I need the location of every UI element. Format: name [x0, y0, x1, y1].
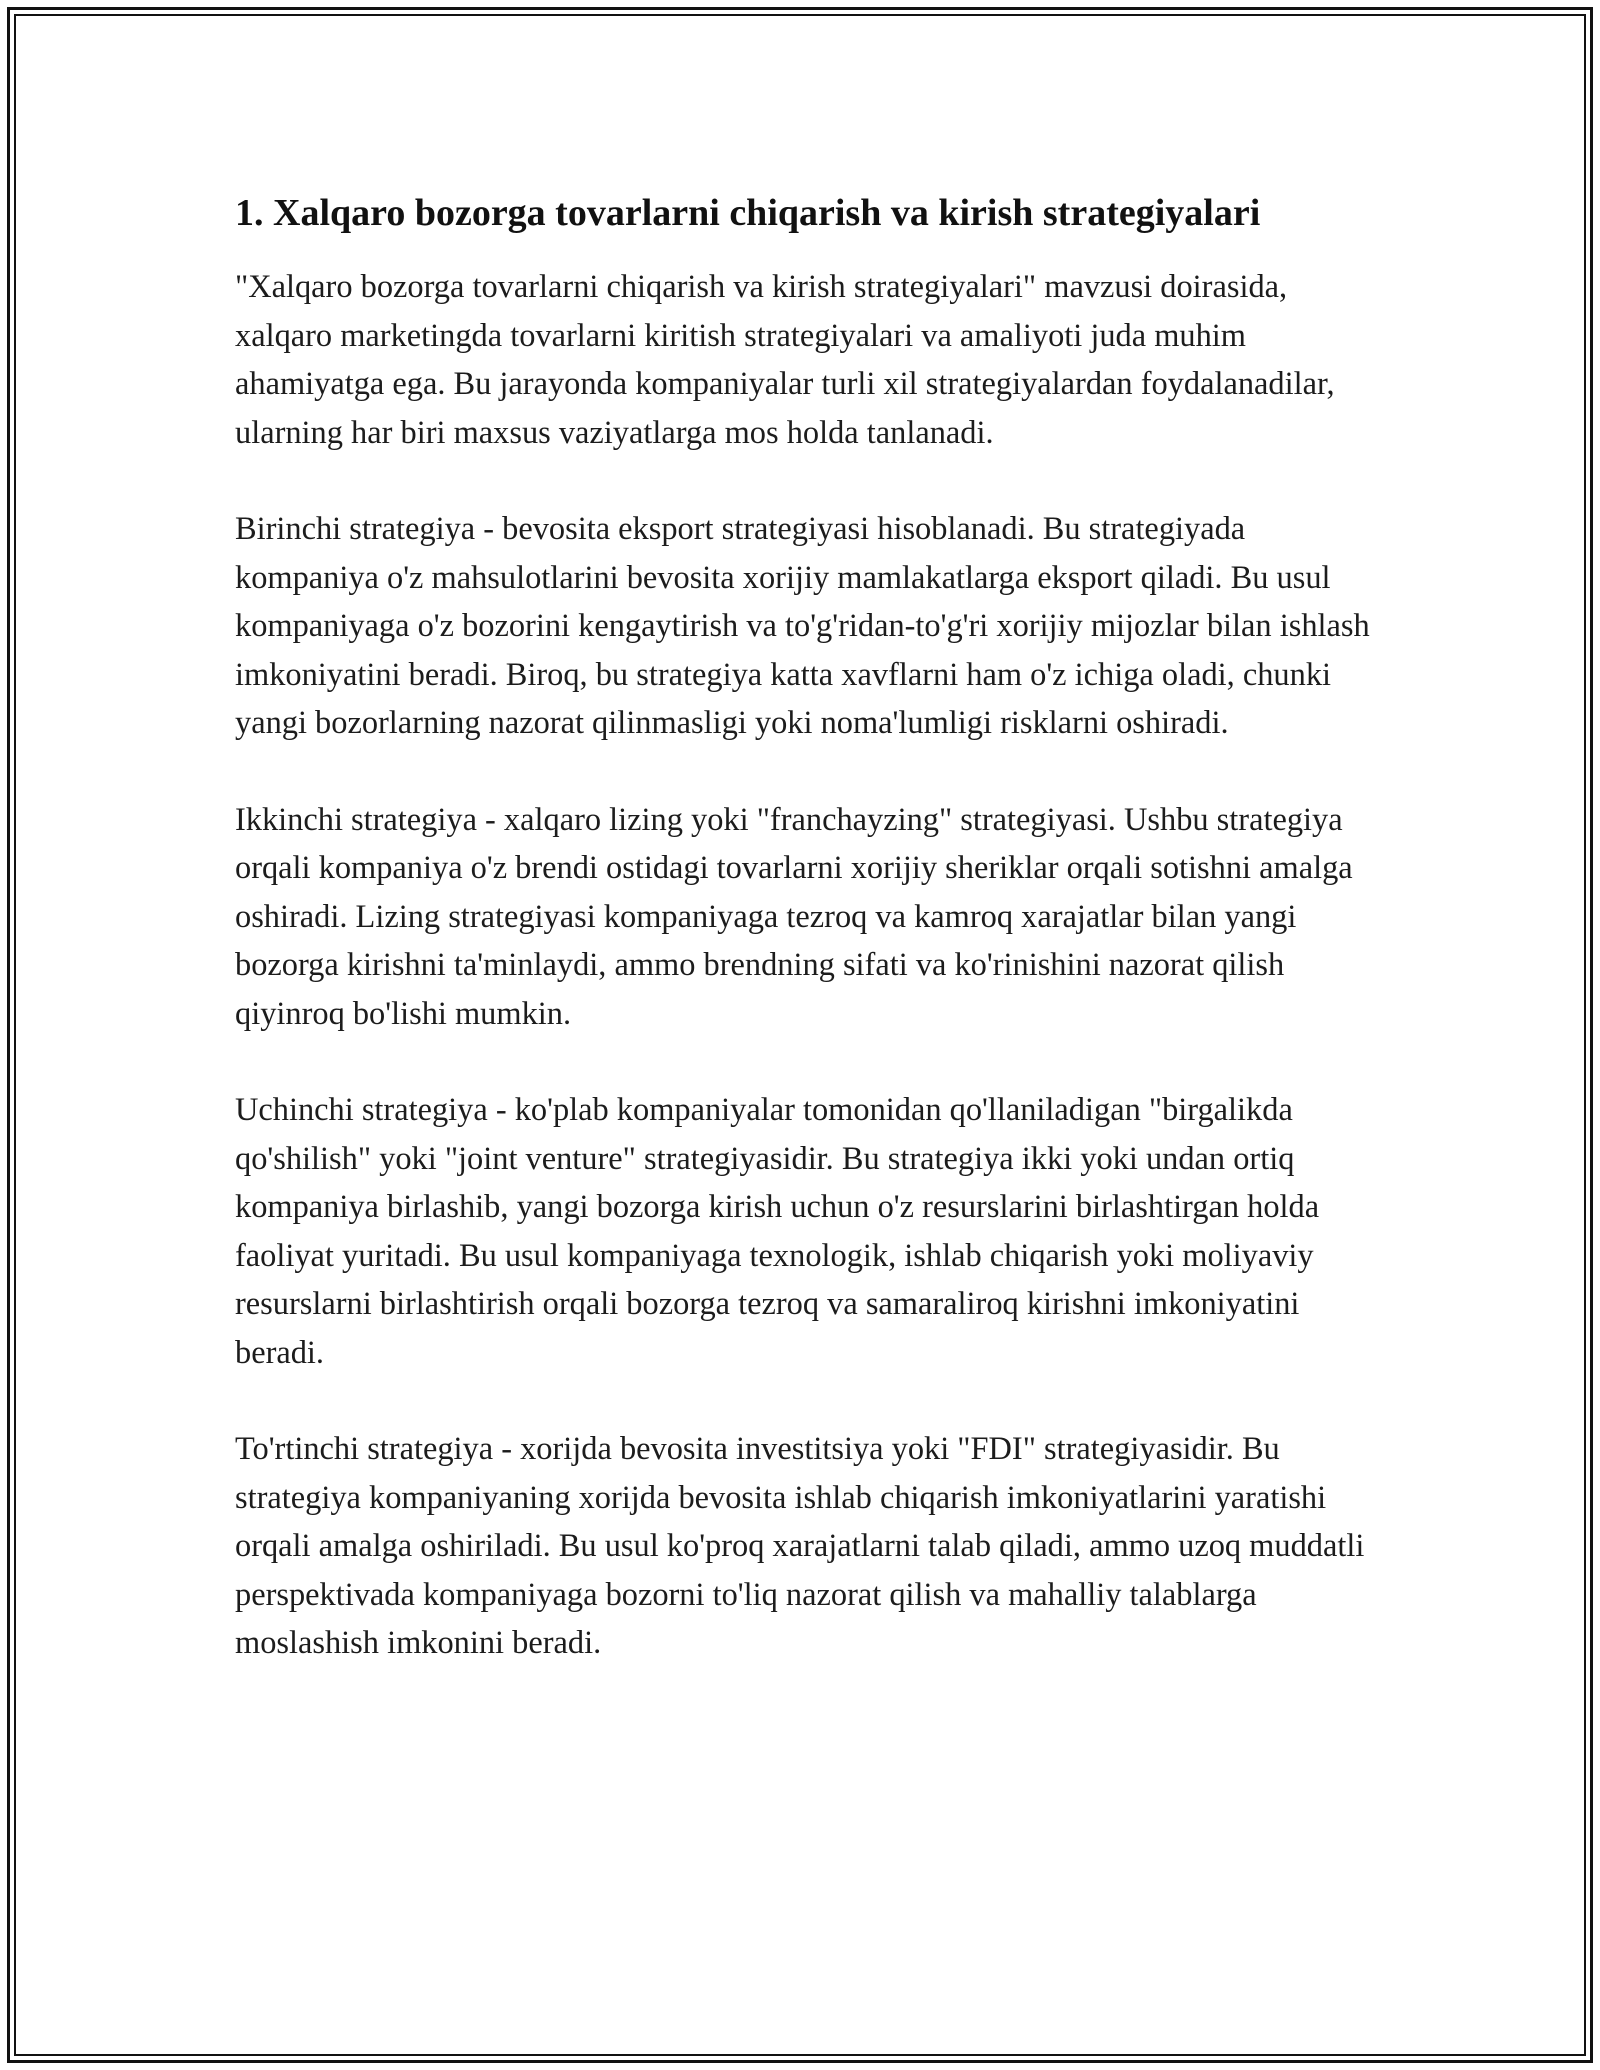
- paragraph-franchising: Ikkinchi strategiya - xalqaro lizing yoki "franchayzing" strategiyasi. Ushbu strategiya orqali kompaniya o'z brendi ostidagi tovarlarni xorijiy sheriklar orqali sotishni amalga oshiradi. Lizing strategiyasi kompaniyaga tezroq va kamroq xarajatlar bilan yangi bozorga kirishni ta'minlaydi, ammo brendning sifati va ko'rinishini nazorat qilish qiyinroq bo'lishi mumkin.: [235, 801, 1353, 1032]
- document-body: [235, 185, 1370, 1716]
- paragraph-joint-venture: Uchinchi strategiya - ko'plab kompaniyalar tomonidan qo'llaniladigan "birgalikda qo'shilish" yoki "joint venture" strategiyasidir. Bu strategiya ikki yoki undan ortiq kompaniya birlashib, yangi bozorga kirish uchun o'z resurslarini birlashtirgan holda faoliyat yuritadi. Bu usul kompaniyaga texnologik, ishlab chiqarish yoki moliyaviy resurslarni birlashtirish orqali bozorga tezroq va samaraliroq kirishni imkoniyatini beradi.: [235, 1092, 1320, 1371]
- paragraph-direct-export: Birinchi strategiya - bevosita eksport strategiyasi hisoblanadi. Bu strategiyada kompaniya o'z mahsulotlarini bevosita xorijiy mamlakatlarga eksport qiladi. Bu usul kompaniyaga o'z bozorini kengaytirish va to'g'ridan-to'g'ri xorijiy mijozlar bilan ishlash imkoniyatini beradi. Biroq, bu strategiya katta xavflarni ham o'z ichiga oladi, chunki yangi bozorlarning nazorat qilinmasligi yoki noma'lumligi risklarni oshiradi.: [235, 511, 1370, 741]
- page-title: 1. Xalqaro bozorga tovarlarni chiqarish va kirish strategiyalari: [235, 192, 1261, 234]
- paragraph-fdi: To'rtinchi strategiya - xorijda bevosita investitsiya yoki "FDI" strategiyasidir. Bu strategiya kompaniyaning xorijda bevosita ishlab chiqarish imkoniyatlarini yaratishi orqali amalga oshiriladi. Bu usul ko'proq xarajatlarni talab qiladi, ammo uzoq muddatli perspektivada kompaniyaga bozorni to'liq nazorat qilish va mahalliy talablarga moslashish imkonini beradi.: [235, 1431, 1365, 1661]
- paragraph-introduction: "Xalqaro bozorga tovarlarni chiqarish va kirish strategiyalari" mavzusi doirasida, xalqaro marketingda tovarlarni kiritish strategiyalari va amaliyoti juda muhim ahamiyatga ega. Bu jarayonda kompaniyalar turli xil strategiyalardan foydalanadilar, ularning har biri maxsus vaziyatlarga mos holda tanlanadi.: [235, 269, 1335, 451]
